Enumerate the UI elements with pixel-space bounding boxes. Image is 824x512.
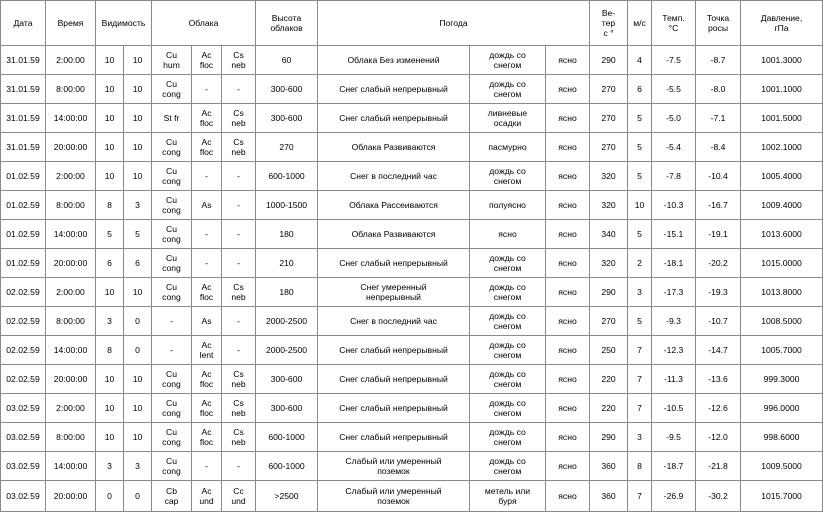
header-time: Время: [46, 1, 96, 46]
visibility-1-cell: 10: [96, 394, 124, 423]
precipitation-cell: дождь со снегом: [470, 46, 546, 75]
cloud-height-cell: 210: [256, 249, 318, 278]
wind-speed-cell: 8: [628, 452, 652, 481]
time-cell: 8:00:00: [46, 307, 96, 336]
wind-speed-cell: 7: [628, 394, 652, 423]
cloud-high-cell: Cs neb: [222, 104, 256, 133]
visibility-1-cell: 8: [96, 191, 124, 220]
temperature-cell: -10.3: [652, 191, 696, 220]
visibility-2-cell: 3: [124, 452, 152, 481]
cloud-low-cell: Cu cong: [152, 365, 192, 394]
table-row: [1, 220, 823, 249]
table-row: [1, 46, 823, 75]
header-weather: Погода: [318, 1, 590, 46]
cloud-height-cell: 270: [256, 133, 318, 162]
cloud-mid-cell: -: [192, 220, 222, 249]
wind-speed-cell: 5: [628, 220, 652, 249]
wind-speed-cell: 3: [628, 278, 652, 307]
temperature-cell: -7.5: [652, 46, 696, 75]
pressure-cell: 1005.4000: [741, 162, 823, 191]
temperature-cell: -5.5: [652, 75, 696, 104]
sky-cell: ясно: [546, 46, 590, 75]
pressure-cell: 1013.8000: [741, 278, 823, 307]
dew-point-cell: -13.6: [696, 365, 741, 394]
dew-point-cell: -12.6: [696, 394, 741, 423]
weather-description-cell: Снег слабый непрерывный: [318, 365, 470, 394]
cloud-height-cell: 2000-2500: [256, 336, 318, 365]
visibility-2-cell: 0: [124, 307, 152, 336]
cloud-high-cell: -: [222, 452, 256, 481]
cloud-mid-cell: Ac und: [192, 481, 222, 512]
visibility-2-cell: 10: [124, 133, 152, 162]
sky-cell: ясно: [546, 75, 590, 104]
visibility-1-cell: 0: [96, 481, 124, 512]
cloud-low-cell: Cu cong: [152, 249, 192, 278]
time-cell: 2:00:00: [46, 162, 96, 191]
table-row: [1, 191, 823, 220]
visibility-1-cell: 10: [96, 104, 124, 133]
precipitation-cell: метель или буря: [470, 481, 546, 512]
weather-description-cell: Снег в последний час: [318, 307, 470, 336]
visibility-1-cell: 5: [96, 220, 124, 249]
wind-direction-cell: 340: [590, 220, 628, 249]
weather-description-cell: Снег слабый непрерывный: [318, 394, 470, 423]
wind-direction-cell: 220: [590, 365, 628, 394]
weather-description-cell: Снег слабый непрерывный: [318, 336, 470, 365]
table-row: [1, 365, 823, 394]
cloud-height-cell: 300-600: [256, 75, 318, 104]
cloud-high-cell: -: [222, 162, 256, 191]
cloud-height-cell: 180: [256, 220, 318, 249]
precipitation-cell: дождь со снегом: [470, 423, 546, 452]
wind-speed-cell: 5: [628, 307, 652, 336]
temperature-cell: -17.3: [652, 278, 696, 307]
cloud-high-cell: -: [222, 220, 256, 249]
table-row: [1, 423, 823, 452]
pressure-cell: 1015.7000: [741, 481, 823, 512]
wind-direction-cell: 290: [590, 423, 628, 452]
sky-cell: ясно: [546, 104, 590, 133]
cloud-height-cell: 180: [256, 278, 318, 307]
wind-speed-cell: 4: [628, 46, 652, 75]
cloud-high-cell: -: [222, 249, 256, 278]
sky-cell: ясно: [546, 249, 590, 278]
precipitation-cell: пасмурно: [470, 133, 546, 162]
temperature-cell: -5.4: [652, 133, 696, 162]
header-visibility: Видимость: [96, 1, 152, 46]
date-cell: 03.02.59: [1, 452, 46, 481]
time-cell: 2:00:00: [46, 394, 96, 423]
time-cell: 2:00:00: [46, 46, 96, 75]
sky-cell: ясно: [546, 307, 590, 336]
visibility-1-cell: 8: [96, 336, 124, 365]
precipitation-cell: дождь со снегом: [470, 162, 546, 191]
table-row: [1, 452, 823, 481]
cloud-mid-cell: Ac floc: [192, 278, 222, 307]
cloud-height-cell: 1000-1500: [256, 191, 318, 220]
wind-direction-cell: 360: [590, 452, 628, 481]
pressure-cell: 1005.7000: [741, 336, 823, 365]
temperature-cell: -10.5: [652, 394, 696, 423]
cloud-height-cell: 600-1000: [256, 162, 318, 191]
visibility-1-cell: 6: [96, 249, 124, 278]
pressure-cell: 1001.1000: [741, 75, 823, 104]
weather-description-cell: Снег умеренный непрерывный: [318, 278, 470, 307]
cloud-low-cell: -: [152, 307, 192, 336]
pressure-cell: 1001.3000: [741, 46, 823, 75]
visibility-1-cell: 10: [96, 365, 124, 394]
cloud-high-cell: Cs neb: [222, 365, 256, 394]
date-cell: 02.02.59: [1, 307, 46, 336]
pressure-cell: 1001.5000: [741, 104, 823, 133]
dew-point-cell: -19.3: [696, 278, 741, 307]
wind-direction-cell: 220: [590, 394, 628, 423]
visibility-2-cell: 10: [124, 46, 152, 75]
temperature-cell: -18.1: [652, 249, 696, 278]
header-row: [1, 1, 823, 46]
cloud-height-cell: 60: [256, 46, 318, 75]
header-clouds: Облака: [152, 1, 256, 46]
dew-point-cell: -7.1: [696, 104, 741, 133]
cloud-low-cell: Cu cong: [152, 75, 192, 104]
dew-point-cell: -12.0: [696, 423, 741, 452]
cloud-low-cell: Cu cong: [152, 394, 192, 423]
time-cell: 14:00:00: [46, 336, 96, 365]
cloud-high-cell: Cs neb: [222, 423, 256, 452]
temperature-cell: -12.3: [652, 336, 696, 365]
wind-direction-cell: 270: [590, 104, 628, 133]
visibility-1-cell: 3: [96, 307, 124, 336]
precipitation-cell: ливневые осадки: [470, 104, 546, 133]
header-date: Дата: [1, 1, 46, 46]
date-cell: 02.02.59: [1, 278, 46, 307]
header-wind-speed: м/с: [628, 1, 652, 46]
dew-point-cell: -21.8: [696, 452, 741, 481]
temperature-cell: -18.7: [652, 452, 696, 481]
cloud-low-cell: Cb cap: [152, 481, 192, 512]
cloud-low-cell: Cu hum: [152, 46, 192, 75]
wind-speed-cell: 5: [628, 162, 652, 191]
table-row: [1, 394, 823, 423]
visibility-2-cell: 0: [124, 336, 152, 365]
cloud-low-cell: Cu cong: [152, 133, 192, 162]
visibility-1-cell: 10: [96, 162, 124, 191]
header-wind-direction: Ве- тер с °: [590, 1, 628, 46]
cloud-mid-cell: As: [192, 307, 222, 336]
pressure-cell: 1015.0000: [741, 249, 823, 278]
time-cell: 20:00:00: [46, 365, 96, 394]
time-cell: 14:00:00: [46, 104, 96, 133]
dew-point-cell: -8.7: [696, 46, 741, 75]
pressure-cell: 1009.4000: [741, 191, 823, 220]
date-cell: 31.01.59: [1, 46, 46, 75]
cloud-mid-cell: Ac lent: [192, 336, 222, 365]
date-cell: 31.01.59: [1, 133, 46, 162]
sky-cell: ясно: [546, 278, 590, 307]
cloud-low-cell: Cu cong: [152, 162, 192, 191]
visibility-1-cell: 10: [96, 46, 124, 75]
header-dew-point: Точка росы: [696, 1, 741, 46]
visibility-2-cell: 10: [124, 162, 152, 191]
sky-cell: ясно: [546, 336, 590, 365]
wind-speed-cell: 5: [628, 133, 652, 162]
visibility-2-cell: 5: [124, 220, 152, 249]
date-cell: 01.02.59: [1, 249, 46, 278]
wind-direction-cell: 270: [590, 133, 628, 162]
pressure-cell: 999.3000: [741, 365, 823, 394]
weather-description-cell: Снег слабый непрерывный: [318, 249, 470, 278]
precipitation-cell: полуясно: [470, 191, 546, 220]
table-body: [1, 46, 823, 512]
weather-description-cell: Облака Развиваются: [318, 220, 470, 249]
cloud-low-cell: Cu cong: [152, 278, 192, 307]
date-cell: 01.02.59: [1, 191, 46, 220]
dew-point-cell: -30.2: [696, 481, 741, 512]
header-temperature: Темп. °С: [652, 1, 696, 46]
temperature-cell: -11.3: [652, 365, 696, 394]
dew-point-cell: -14.7: [696, 336, 741, 365]
temperature-cell: -15.1: [652, 220, 696, 249]
wind-direction-cell: 320: [590, 162, 628, 191]
pressure-cell: 996.0000: [741, 394, 823, 423]
date-cell: 03.02.59: [1, 394, 46, 423]
sky-cell: ясно: [546, 365, 590, 394]
wind-speed-cell: 10: [628, 191, 652, 220]
visibility-2-cell: 10: [124, 75, 152, 104]
cloud-low-cell: Cu cong: [152, 191, 192, 220]
wind-speed-cell: 7: [628, 365, 652, 394]
cloud-mid-cell: Ac floc: [192, 104, 222, 133]
date-cell: 31.01.59: [1, 104, 46, 133]
wind-direction-cell: 320: [590, 249, 628, 278]
dew-point-cell: -10.4: [696, 162, 741, 191]
cloud-high-cell: -: [222, 191, 256, 220]
visibility-2-cell: 6: [124, 249, 152, 278]
visibility-2-cell: 10: [124, 394, 152, 423]
precipitation-cell: дождь со снегом: [470, 394, 546, 423]
cloud-high-cell: Cs neb: [222, 46, 256, 75]
wind-direction-cell: 250: [590, 336, 628, 365]
wind-speed-cell: 2: [628, 249, 652, 278]
visibility-2-cell: 3: [124, 191, 152, 220]
cloud-height-cell: >2500: [256, 481, 318, 512]
date-cell: 01.02.59: [1, 220, 46, 249]
precipitation-cell: дождь со снегом: [470, 336, 546, 365]
table-row: [1, 249, 823, 278]
cloud-high-cell: Cs neb: [222, 278, 256, 307]
cloud-height-cell: 300-600: [256, 104, 318, 133]
cloud-mid-cell: Ac floc: [192, 133, 222, 162]
cloud-high-cell: Cs neb: [222, 133, 256, 162]
table-row: [1, 278, 823, 307]
wind-speed-cell: 7: [628, 481, 652, 512]
visibility-2-cell: 10: [124, 278, 152, 307]
precipitation-cell: ясно: [470, 220, 546, 249]
date-cell: 31.01.59: [1, 75, 46, 104]
temperature-cell: -9.3: [652, 307, 696, 336]
cloud-low-cell: Cu cong: [152, 423, 192, 452]
cloud-mid-cell: Ac floc: [192, 365, 222, 394]
date-cell: 03.02.59: [1, 423, 46, 452]
wind-direction-cell: 270: [590, 307, 628, 336]
sky-cell: ясно: [546, 452, 590, 481]
dew-point-cell: -16.7: [696, 191, 741, 220]
precipitation-cell: дождь со снегом: [470, 452, 546, 481]
temperature-cell: -5.0: [652, 104, 696, 133]
cloud-height-cell: 600-1000: [256, 423, 318, 452]
wind-direction-cell: 320: [590, 191, 628, 220]
cloud-height-cell: 600-1000: [256, 452, 318, 481]
cloud-high-cell: -: [222, 307, 256, 336]
visibility-1-cell: 10: [96, 423, 124, 452]
visibility-2-cell: 10: [124, 365, 152, 394]
temperature-cell: -7.8: [652, 162, 696, 191]
table-row: [1, 162, 823, 191]
pressure-cell: 1002.1000: [741, 133, 823, 162]
cloud-mid-cell: -: [192, 162, 222, 191]
time-cell: 14:00:00: [46, 452, 96, 481]
wind-direction-cell: 270: [590, 75, 628, 104]
pressure-cell: 1008.5000: [741, 307, 823, 336]
cloud-high-cell: Cc und: [222, 481, 256, 512]
sky-cell: ясно: [546, 133, 590, 162]
date-cell: 03.02.59: [1, 481, 46, 512]
cloud-low-cell: Cu cong: [152, 452, 192, 481]
header-cloud-height: Высота облаков: [256, 1, 318, 46]
precipitation-cell: дождь со снегом: [470, 249, 546, 278]
precipitation-cell: дождь со снегом: [470, 278, 546, 307]
visibility-2-cell: 0: [124, 481, 152, 512]
wind-speed-cell: 6: [628, 75, 652, 104]
sky-cell: ясно: [546, 162, 590, 191]
cloud-height-cell: 300-600: [256, 365, 318, 394]
cloud-mid-cell: -: [192, 75, 222, 104]
wind-direction-cell: 290: [590, 46, 628, 75]
cloud-low-cell: Cu cong: [152, 220, 192, 249]
sky-cell: ясно: [546, 481, 590, 512]
time-cell: 8:00:00: [46, 75, 96, 104]
pressure-cell: 1013.6000: [741, 220, 823, 249]
temperature-cell: -26.9: [652, 481, 696, 512]
cloud-height-cell: 300-600: [256, 394, 318, 423]
wind-direction-cell: 360: [590, 481, 628, 512]
cloud-mid-cell: Ac floc: [192, 394, 222, 423]
dew-point-cell: -19.1: [696, 220, 741, 249]
sky-cell: ясно: [546, 394, 590, 423]
weather-description-cell: Облака Рассеиваются: [318, 191, 470, 220]
table-row: [1, 307, 823, 336]
dew-point-cell: -8.0: [696, 75, 741, 104]
wind-speed-cell: 3: [628, 423, 652, 452]
visibility-2-cell: 10: [124, 104, 152, 133]
time-cell: 20:00:00: [46, 481, 96, 512]
date-cell: 01.02.59: [1, 162, 46, 191]
visibility-1-cell: 3: [96, 452, 124, 481]
precipitation-cell: дождь со снегом: [470, 307, 546, 336]
sky-cell: ясно: [546, 423, 590, 452]
header-pressure: Давление, гПа: [741, 1, 823, 46]
cloud-high-cell: -: [222, 336, 256, 365]
time-cell: 8:00:00: [46, 423, 96, 452]
table-row: [1, 336, 823, 365]
dew-point-cell: -20.2: [696, 249, 741, 278]
weather-description-cell: Снег слабый непрерывный: [318, 75, 470, 104]
pressure-cell: 1009.5000: [741, 452, 823, 481]
cloud-low-cell: St fr: [152, 104, 192, 133]
visibility-2-cell: 10: [124, 423, 152, 452]
wind-speed-cell: 5: [628, 104, 652, 133]
wind-direction-cell: 290: [590, 278, 628, 307]
cloud-high-cell: -: [222, 75, 256, 104]
weather-description-cell: Снег слабый непрерывный: [318, 104, 470, 133]
temperature-cell: -9.5: [652, 423, 696, 452]
pressure-cell: 998.6000: [741, 423, 823, 452]
weather-description-cell: Слабый или умеренный поземок: [318, 452, 470, 481]
cloud-high-cell: Cs neb: [222, 394, 256, 423]
table-row: [1, 75, 823, 104]
time-cell: 20:00:00: [46, 133, 96, 162]
weather-description-cell: Снег слабый непрерывный: [318, 423, 470, 452]
weather-description-cell: Облака Развиваются: [318, 133, 470, 162]
time-cell: 8:00:00: [46, 191, 96, 220]
table-row: [1, 104, 823, 133]
table-row: [1, 133, 823, 162]
cloud-mid-cell: -: [192, 249, 222, 278]
cloud-low-cell: -: [152, 336, 192, 365]
dew-point-cell: -8.4: [696, 133, 741, 162]
cloud-height-cell: 2000-2500: [256, 307, 318, 336]
cloud-mid-cell: Ac floc: [192, 46, 222, 75]
sky-cell: ясно: [546, 191, 590, 220]
visibility-1-cell: 10: [96, 75, 124, 104]
cloud-mid-cell: As: [192, 191, 222, 220]
sky-cell: ясно: [546, 220, 590, 249]
weather-description-cell: Слабый или умеренный поземок: [318, 481, 470, 512]
dew-point-cell: -10.7: [696, 307, 741, 336]
weather-description-cell: Облака Без изменений: [318, 46, 470, 75]
table-row: [1, 481, 823, 512]
precipitation-cell: дождь со снегом: [470, 365, 546, 394]
cloud-mid-cell: Ac floc: [192, 423, 222, 452]
wind-speed-cell: 7: [628, 336, 652, 365]
time-cell: 14:00:00: [46, 220, 96, 249]
time-cell: 2:00:00: [46, 278, 96, 307]
cloud-mid-cell: -: [192, 452, 222, 481]
visibility-1-cell: 10: [96, 278, 124, 307]
visibility-1-cell: 10: [96, 133, 124, 162]
date-cell: 02.02.59: [1, 336, 46, 365]
weather-description-cell: Снег в последний час: [318, 162, 470, 191]
precipitation-cell: дождь со снегом: [470, 75, 546, 104]
time-cell: 20:00:00: [46, 249, 96, 278]
date-cell: 02.02.59: [1, 365, 46, 394]
